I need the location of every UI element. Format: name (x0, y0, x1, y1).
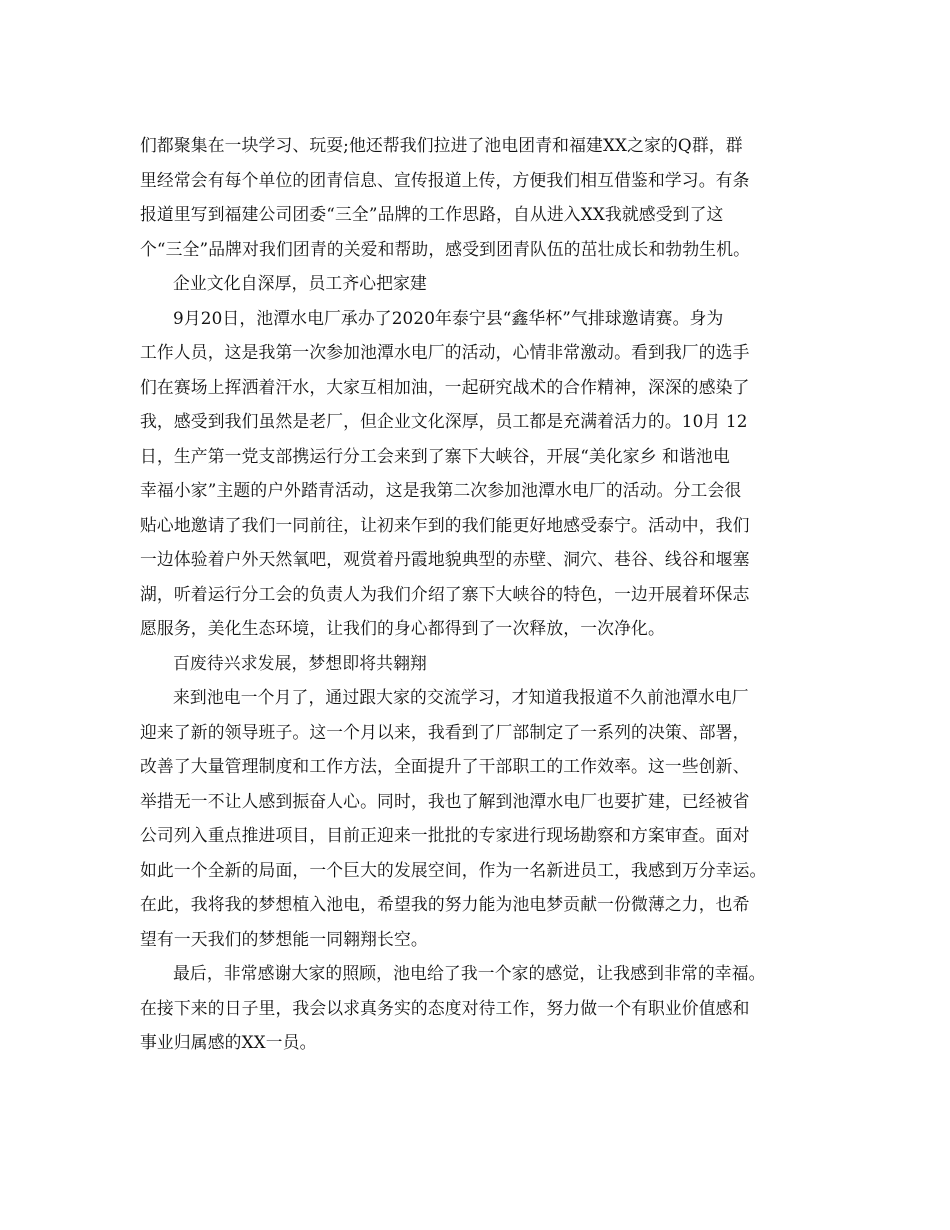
text-line: 来到池电一个月了，通过跟大家的交流学习，才知道我报道不久前池潭水电厂 (173, 687, 749, 707)
text-line: 最后，非常感谢大家的照顾，池电给了我一个家的感觉，让我感到非常的幸福。 (173, 963, 766, 983)
text-line: 迎来了新的领导班子。这一个月以来，我看到了厂部制定了一系列的决策、部署， (140, 721, 750, 742)
text-line: 里经常会有每个单位的团青信息、宣传报道上传，方便我们相互借鉴和学习。有条 (140, 169, 750, 190)
text-line: 们都聚集在一块学习、玩耍;他还帮我们拉进了池电团青和福建XX之家的Q群，群 (140, 135, 743, 155)
section-heading: 百废待兴求发展，梦想即将共翱翔 (173, 652, 427, 673)
text-line: 公司列入重点推进项目，目前正迎来一批批的专家进行现场勘察和方案审查。面对 (140, 825, 750, 845)
text-line: 事业归属感的XX一员。 (140, 1032, 317, 1052)
text-line: 9月20日，池潭水电厂承办了2020年泰宁县“鑫华杯”气排球邀请赛。身为 (173, 307, 724, 328)
text-line: 个“三全”品牌对我们团青的关爱和帮助，感受到团青队伍的茁壮成长和勃勃生机。 (140, 238, 751, 259)
text-line: 如此一个全新的局面，一个巨大的发展空间，作为一名新进员工，我感到万分幸运。 (140, 859, 767, 880)
text-line: 我，感受到我们虽然是老厂，但企业文化深厚，员工都是充满着活力的。10月 12 (140, 411, 748, 431)
text-line: 幸福小家”主题的户外踏青活动，这是我第二次参加池潭水电厂的活动。分工会很 (140, 480, 742, 500)
text-line: 湖，听着运行分工会的负责人为我们介绍了寨下大峡谷的特色，一边开展着环保志 (140, 583, 750, 604)
text-line: 改善了大量管理制度和工作方法，全面提升了干部职工的工作效率。这一些创新、 (140, 756, 750, 776)
text-line: 工作人员，这是我第一次参加池潭水电厂的活动，心情非常激动。看到我厂的选手 (140, 342, 750, 362)
text-line: 在此，我将我的梦想植入池电，希望我的努力能为池电梦贡献一份微薄之力，也希 (140, 894, 750, 914)
text-line: 贴心地邀请了我们一同前往，让初来乍到的我们能更好地感受泰宁。活动中，我们 (140, 514, 750, 535)
body-text (140, 128, 840, 1060)
text-line: 愿服务，美化生态环境，让我们的身心都得到了一次释放，一次净化。 (140, 618, 665, 638)
text-line: 在接下来的日子里，我会以求真务实的态度对待工作，努力做一个有职业价值感和 (140, 997, 750, 1018)
section-heading: 企业文化自深厚，员工齐心把家建 (173, 273, 427, 293)
text-line: 们在赛场上挥洒着汗水，大家互相加油，一起研究战术的合作精神，深深的感染了 (140, 376, 750, 397)
text-line: 一边体验着户外天然氧吧，观赏着丹霞地貌典型的赤壁、洞穴、巷谷、线谷和堰塞 (140, 549, 750, 569)
text-line: 望有一天我们的梦想能一同翱翔长空。 (140, 928, 428, 949)
text-line: 日，生产第一党支部携运行分工会来到了寨下大峡谷，开展“美化家乡 和谐池电 (140, 445, 730, 466)
text-line: 举措无一不让人感到振奋人心。同时，我也了解到池潭水电厂也要扩建，已经被省 (140, 790, 750, 811)
text-line: 报道里写到福建公司团委“三全”品牌的工作思路，自从进入XX我就感受到了这 (140, 204, 724, 224)
